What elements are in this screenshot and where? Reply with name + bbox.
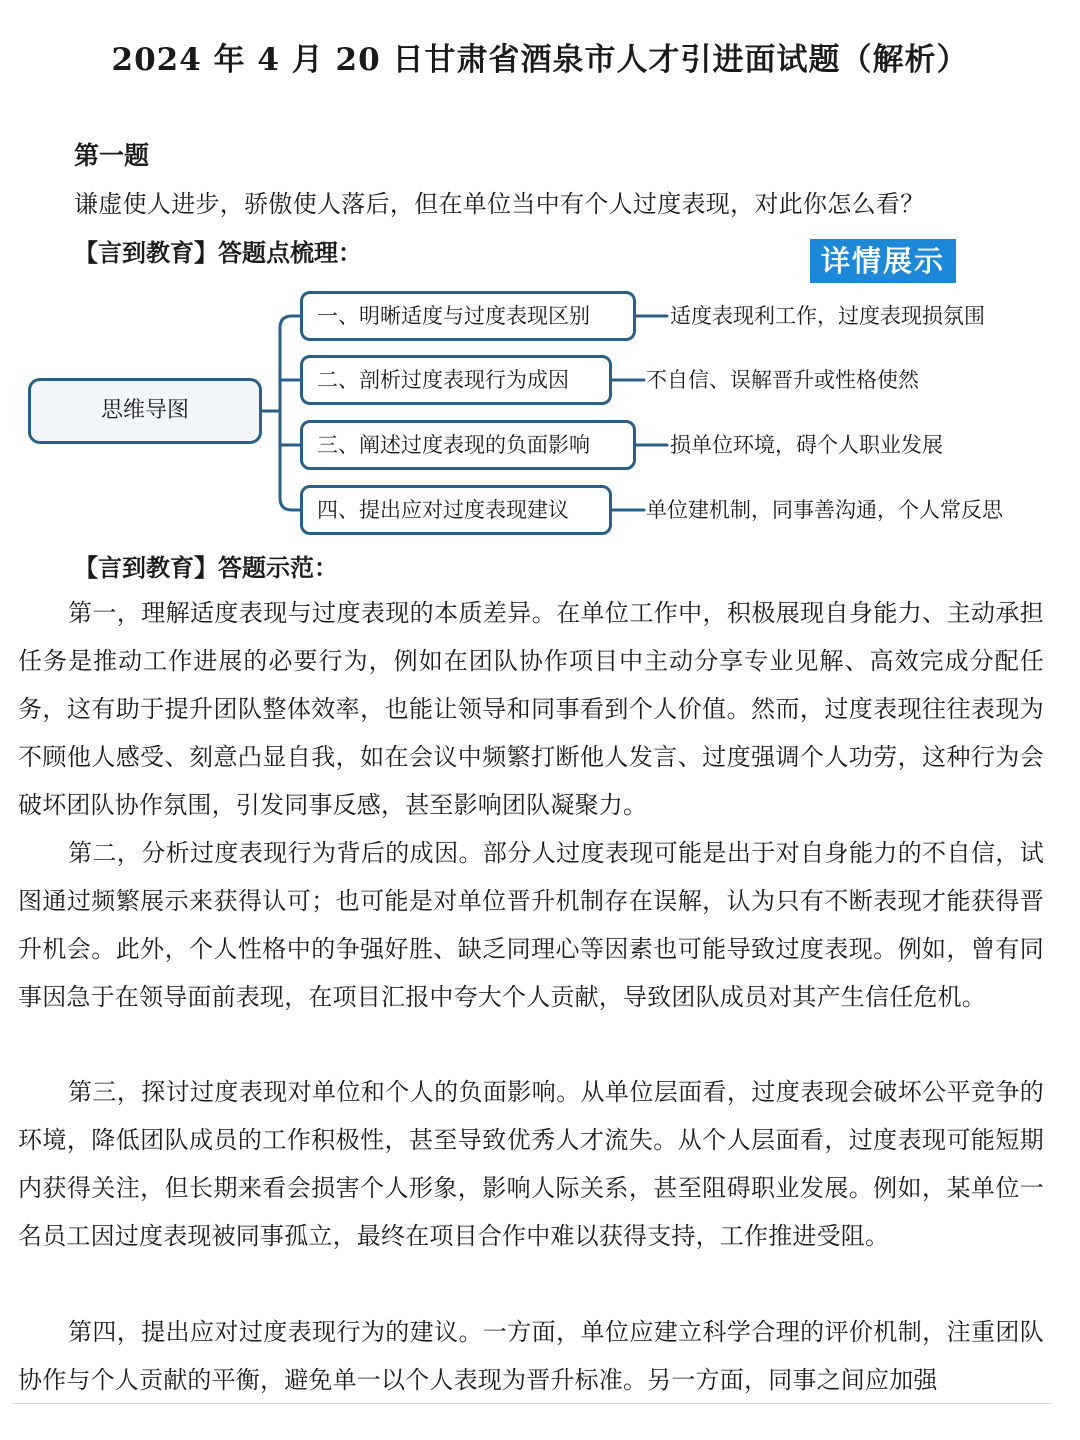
mindmap-leaf-2: 不自信、误解晋升或性格使然: [646, 368, 919, 392]
question-text: 谦虚使人进步，骄傲使人落后，但在单位当中有个人过度表现，对此你怎么看？: [74, 190, 925, 218]
answer-paragraph-2: 第二，分析过度表现行为背后的成因。部分人过度表现可能是出于对自身能力的不自信，试图通过频繁展示来获得认可；也可能是对单位晋升机制存在误解，认为只有不断表现才能获得晋升机会。此外，个人性格中的争强好胜、缺乏同理心等因素也可能导致过度表现。例如，曾有同事因急于在领导面前表现，在项目汇报中夸大个人贡献，导致团队成员对其产生信任危机。: [18, 839, 1044, 1011]
bottom-divider: [12, 1403, 1052, 1404]
answer-sample-label: 【言到教育】答题示范：: [74, 553, 338, 582]
mindmap-node-4: 四、提出应对过度表现建议: [300, 485, 612, 535]
mindmap-leaf-3: 损单位环境，碍个人职业发展: [670, 433, 943, 457]
question-heading: 第一题: [74, 141, 150, 170]
mindmap-leaf-1: 适度表现利工作，过度表现损氛围: [670, 304, 985, 328]
answer-paragraph-4: 第四，提出应对过度表现行为的建议。一方面，单位应建立科学合理的评价机制，注重团队协作与个人贡献的平衡，避免单一以个人表现为晋升标准。另一方面，同事之间应加强: [18, 1318, 1044, 1394]
answer-paragraph-1: 第一，理解适度表现与过度表现的本质差异。在单位工作中，积极展现自身能力、主动承担任务是推动工作进展的必要行为，例如在团队协作项目中主动分享专业见解、高效完成分配任务，这有助于提升团队整体效率，也能让领导和同事看到个人价值。然而，过度表现往往表现为不顾他人感受、刻意凸显自我，如在会议中频繁打断他人发言、过度强调个人功劳，这种行为会破坏团队协作氛围，引发同事反感，甚至影响团队凝聚力。: [18, 599, 1044, 819]
mindmap-node-3: 三、阐述过度表现的负面影响: [300, 420, 636, 470]
mindmap-leaf-4: 单位建机制，同事善沟通，个人常反思: [646, 498, 1003, 522]
details-button[interactable]: 详情展示: [810, 239, 956, 283]
answer-paragraph-3: 第三，探讨过度表现对单位和个人的负面影响。从单位层面看，过度表现会破坏公平竞争的环境，降低团队成员的工作积极性，甚至导致优秀人才流失。从个人层面看，过度表现可能短期内获得关注，但长期来看会损害个人形象，影响人际关系，甚至阻碍职业发展。例如，某单位一名员工因过度表现被同事孤立，最终在项目合作中难以获得支持，工作推进受阻。: [18, 1078, 1044, 1250]
mindmap-root: 思维导图: [28, 378, 262, 444]
mindmap-node-1: 一、明晰适度与过度表现区别: [300, 291, 636, 341]
mindmap-node-2: 二、剖析过度表现行为成因: [300, 355, 612, 405]
connector-spine: [280, 316, 300, 510]
answer-points-label: 【言到教育】答题点梳理：: [74, 238, 362, 267]
page-title: 2024 年 4 月 20 日甘肃省酒泉市人才引进面试题（解析）: [111, 42, 969, 78]
